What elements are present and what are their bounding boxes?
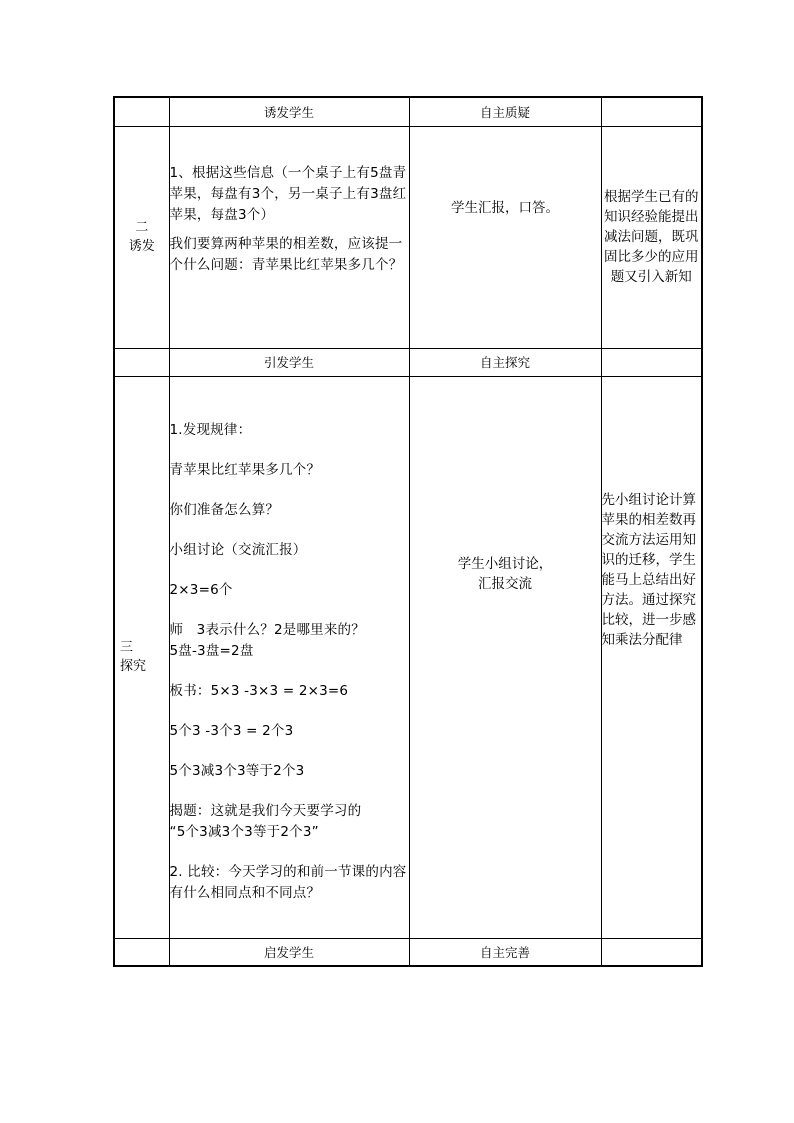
section-name: 诱发 xyxy=(128,239,155,254)
design-intent-text: 先小组讨论计算苹果的相差数再交流方法运用知识的迁移，学生能马上总结出好方法。通过探究比较，进一步感知乘法分配律 xyxy=(601,491,696,648)
header-teacher-activity: 引发学生 xyxy=(169,348,409,376)
section-row-induce xyxy=(114,126,702,348)
header-row-3 xyxy=(114,938,702,966)
header-student-activity: 自主探究 xyxy=(409,348,601,376)
activity-line: 2. 比较：今天学习的和前一节课的内容有什么相同点和不同点？ xyxy=(169,863,407,901)
header-row-2 xyxy=(114,348,702,376)
header-empty-cell xyxy=(114,938,169,966)
activity-line: 1.发现规律： xyxy=(169,421,252,438)
teacher-activity-cell xyxy=(169,126,409,348)
section-number: 三 xyxy=(120,640,134,655)
header-empty-cell xyxy=(601,97,702,126)
student-activity-cell xyxy=(409,126,601,348)
section-label xyxy=(114,126,169,348)
header-empty-cell xyxy=(601,938,702,966)
lesson-plan-table xyxy=(113,96,703,967)
design-intent-text: 根据学生已有的知识经验能提出减法问题，既巩固比多少的应用题又引入新知 xyxy=(604,189,699,285)
teacher-activity-cell xyxy=(169,376,409,938)
activity-line: 5个3 -3个3 = 2个3 xyxy=(169,722,294,739)
header-empty-cell xyxy=(601,348,702,376)
activity-line: 2×3=6个 xyxy=(169,581,233,598)
design-intent-cell xyxy=(601,126,702,348)
header-row-1 xyxy=(114,97,702,126)
activity-line: 师 3表示什么？2是哪里来的？ xyxy=(169,621,365,638)
header-empty-cell xyxy=(114,348,169,376)
activity-line: 揭题：这就是我们今天要学习的 xyxy=(169,802,362,819)
section-number: 二 xyxy=(135,220,149,235)
student-activity-text: 学生小组讨论， xyxy=(457,555,553,572)
section-name: 探究 xyxy=(120,659,147,674)
activity-line: 青苹果比红苹果多几个？ xyxy=(169,461,321,478)
section-row-explore xyxy=(114,376,702,938)
activity-line: 5个3减3个3等于2个3 xyxy=(169,762,305,779)
activity-line: “5个3减3个3等于2个3” xyxy=(169,823,319,840)
activity-line: 小组讨论（交流汇报） xyxy=(169,541,307,558)
section-label xyxy=(114,376,169,938)
activity-paragraph: 我们要算两种苹果的相差数，应该提一个什么问题：青苹果比红苹果多几个？ xyxy=(169,235,403,273)
activity-paragraph: 1、根据这些信息（一个桌子上有5盘青苹果，每盘有3个，另一桌子上有3盘红苹果，每盘3个） xyxy=(169,164,407,223)
header-teacher-activity: 启发学生 xyxy=(169,938,409,966)
student-activity-cell xyxy=(409,376,601,938)
student-activity-text: 汇报交流 xyxy=(478,575,532,592)
header-empty-cell xyxy=(114,97,169,126)
activity-line: 5盘-3盘=2盘 xyxy=(169,642,254,659)
student-activity-text: 学生汇报，口答。 xyxy=(451,199,559,216)
activity-line: 你们准备怎么算？ xyxy=(169,501,280,518)
activity-line: 板书：5×3 -3×3 = 2×3=6 xyxy=(169,682,349,699)
header-student-activity: 自主完善 xyxy=(409,938,601,966)
design-intent-cell xyxy=(601,376,702,938)
header-teacher-activity: 诱发学生 xyxy=(169,97,409,126)
header-student-activity: 自主质疑 xyxy=(409,97,601,126)
